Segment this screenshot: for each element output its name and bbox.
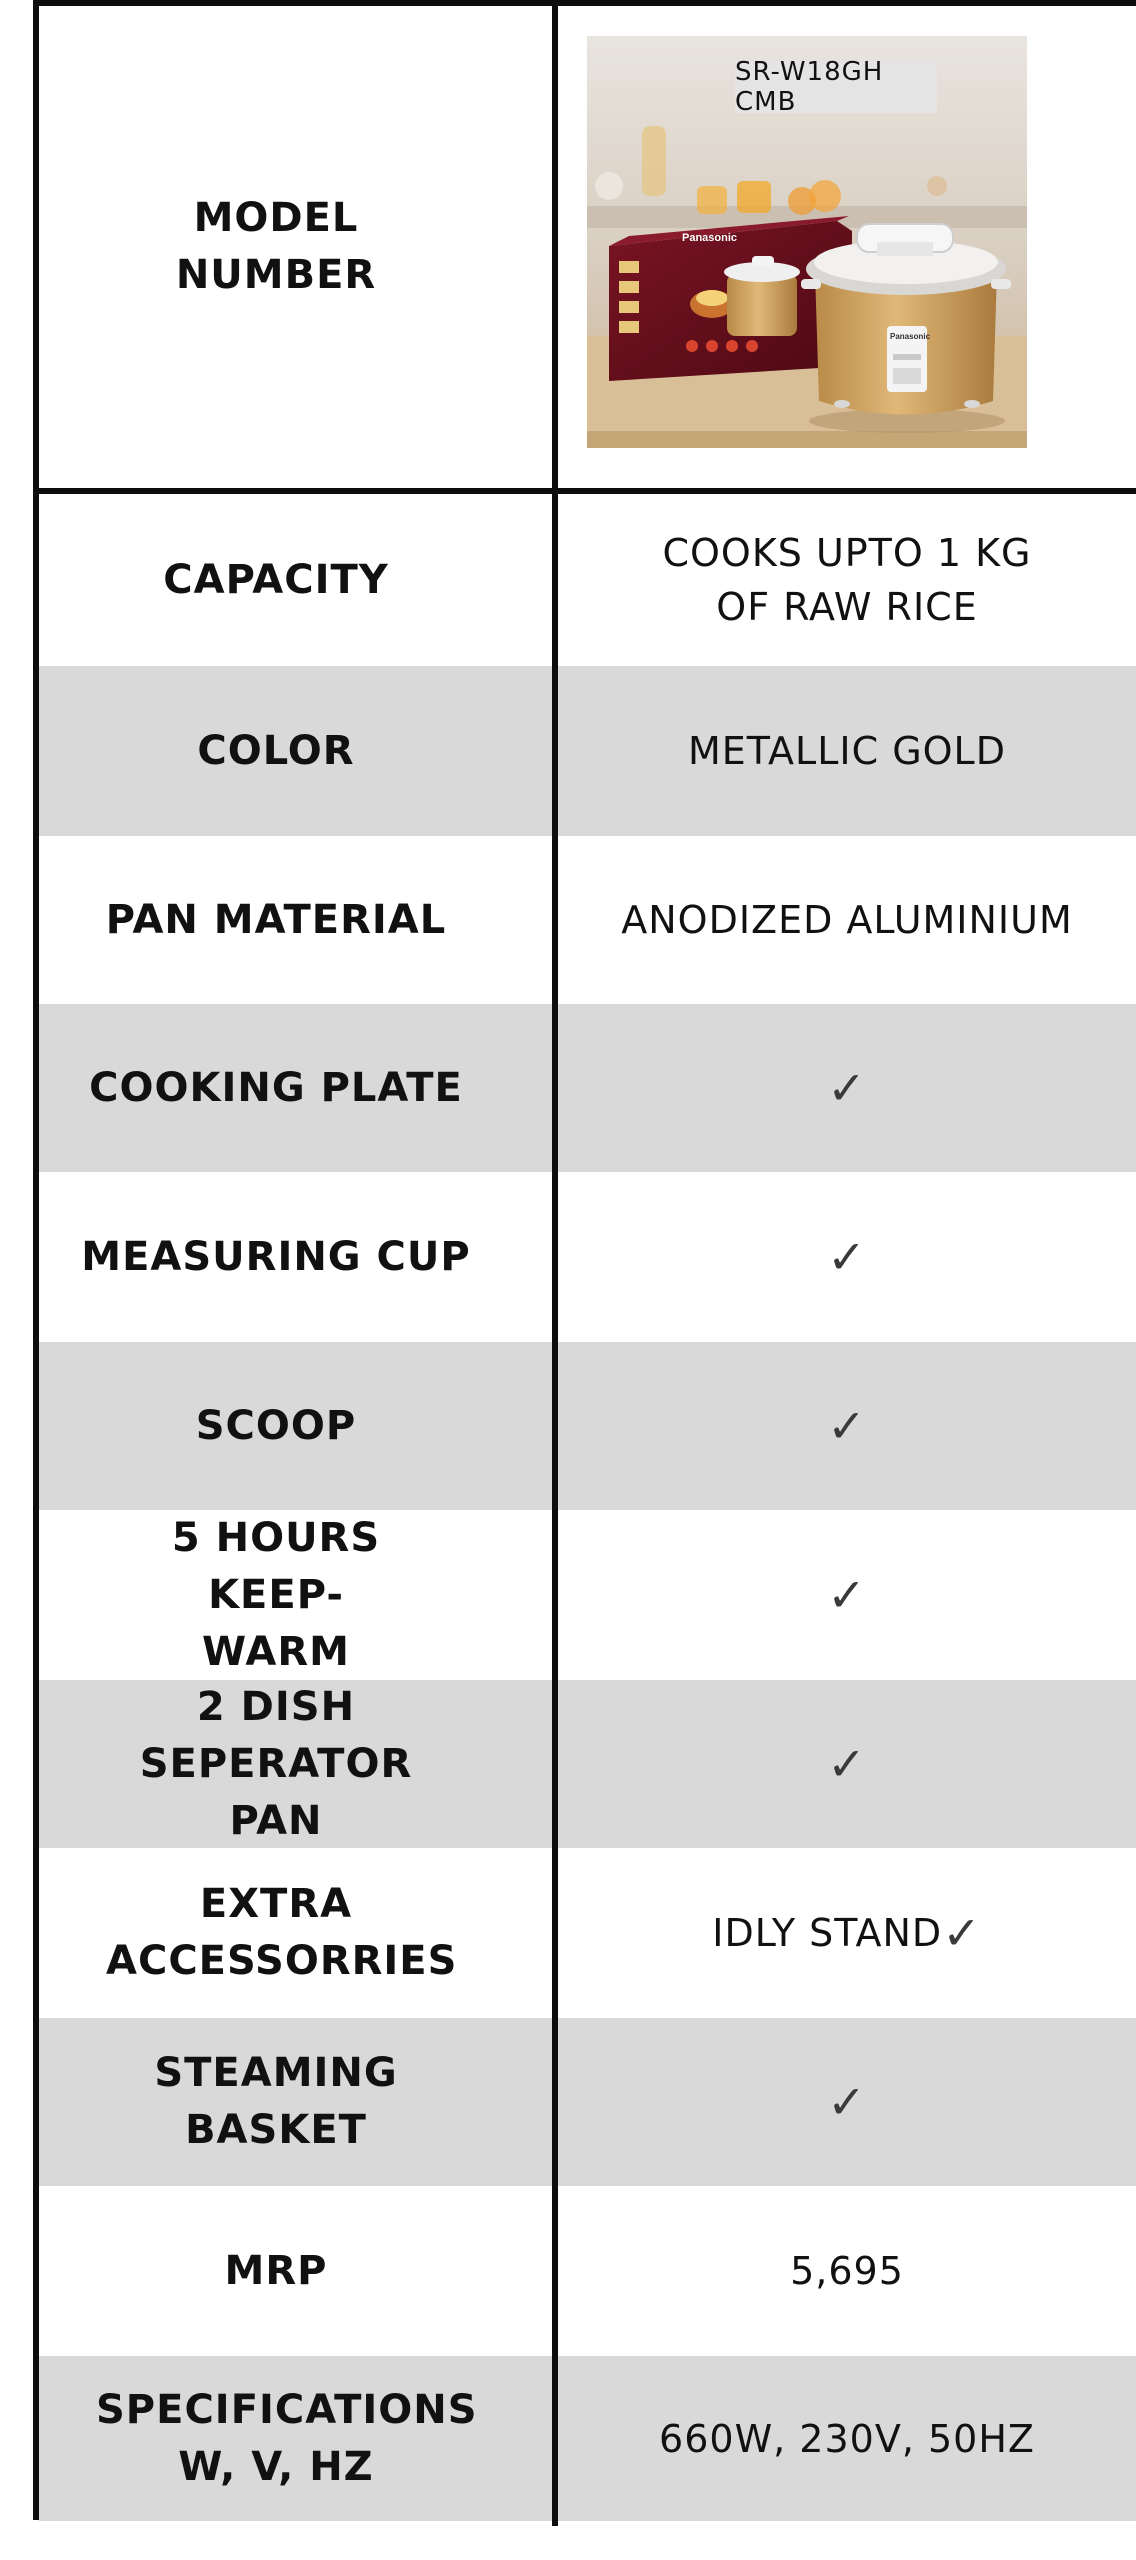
row-value: METALLIC GOLD — [687, 729, 1006, 773]
specifications-label: SPECIFICATIONS W, V, HZ — [96, 2386, 478, 2490]
table-row — [39, 2186, 1136, 2356]
model-tag: SR-W18GH CMB — [735, 61, 937, 113]
row-label — [39, 2356, 513, 2521]
row-label: COLOR — [197, 727, 355, 774]
checkmark-icon: ✓ — [827, 2075, 867, 2129]
row-label: MRP — [224, 2247, 328, 2294]
row-value: ANODIZED ALUMINIUM — [621, 898, 1073, 942]
row-label — [39, 2018, 513, 2186]
header-row — [39, 6, 1136, 494]
checkmark-icon: ✓ — [827, 1230, 867, 1284]
table-row — [39, 1172, 1136, 1342]
box-brand-text: Panasonic — [682, 232, 738, 244]
table-row — [39, 1004, 1136, 1172]
table-row — [39, 836, 1136, 1004]
row-label — [39, 1848, 513, 2018]
row-value: 660W, 230V, 50HZ — [659, 2416, 1035, 2461]
steaming-basket-label: STEAMING BASKET — [154, 2050, 398, 2153]
table-row — [39, 1680, 1136, 1848]
capacity-value: COOKS UPTO 1 KG OF RAW RICE — [662, 531, 1032, 629]
row-label: COOKING PLATE — [89, 1064, 463, 1111]
table-row — [39, 2018, 1136, 2186]
row-value — [558, 1848, 1136, 2018]
cooker-brand-text: Panasonic — [890, 332, 931, 341]
table-row — [39, 1848, 1136, 2018]
row-label — [39, 1510, 513, 1680]
row-value — [558, 494, 1136, 666]
checkmark-icon: ✓ — [942, 1906, 982, 1960]
row-label — [39, 1680, 513, 1848]
separator-pan-label: 2 DISH SEPERATOR PAN — [139, 1683, 413, 1844]
table-row — [39, 666, 1136, 836]
checkmark-icon: ✓ — [827, 1568, 867, 1622]
idly-stand-text: IDLY STAND — [712, 1911, 943, 1955]
row-label: PAN MATERIAL — [105, 896, 447, 943]
model-number-label: MODEL NUMBER — [175, 195, 377, 298]
extra-accessories-label: EXTRA ACCESSORRIES — [106, 1881, 458, 1984]
table-row — [39, 494, 1136, 666]
row-value: 5,695 — [790, 2249, 904, 2293]
header-label — [39, 6, 513, 488]
checkmark-icon: ✓ — [827, 1061, 867, 1115]
checkmark-icon: ✓ — [827, 1399, 867, 1453]
product-image — [587, 36, 1027, 448]
keep-warm-label: 5 HOURS KEEP-WARM — [171, 1514, 381, 1675]
column-divider — [552, 6, 558, 2526]
row-label: CAPACITY — [163, 556, 389, 603]
table-row — [39, 1342, 1136, 1510]
row-label: SCOOP — [195, 1402, 357, 1449]
spec-table — [33, 0, 1136, 2520]
checkmark-icon: ✓ — [827, 1737, 867, 1791]
table-row — [39, 2356, 1136, 2521]
row-label: MEASURING CUP — [81, 1233, 471, 1280]
table-row — [39, 1510, 1136, 1680]
